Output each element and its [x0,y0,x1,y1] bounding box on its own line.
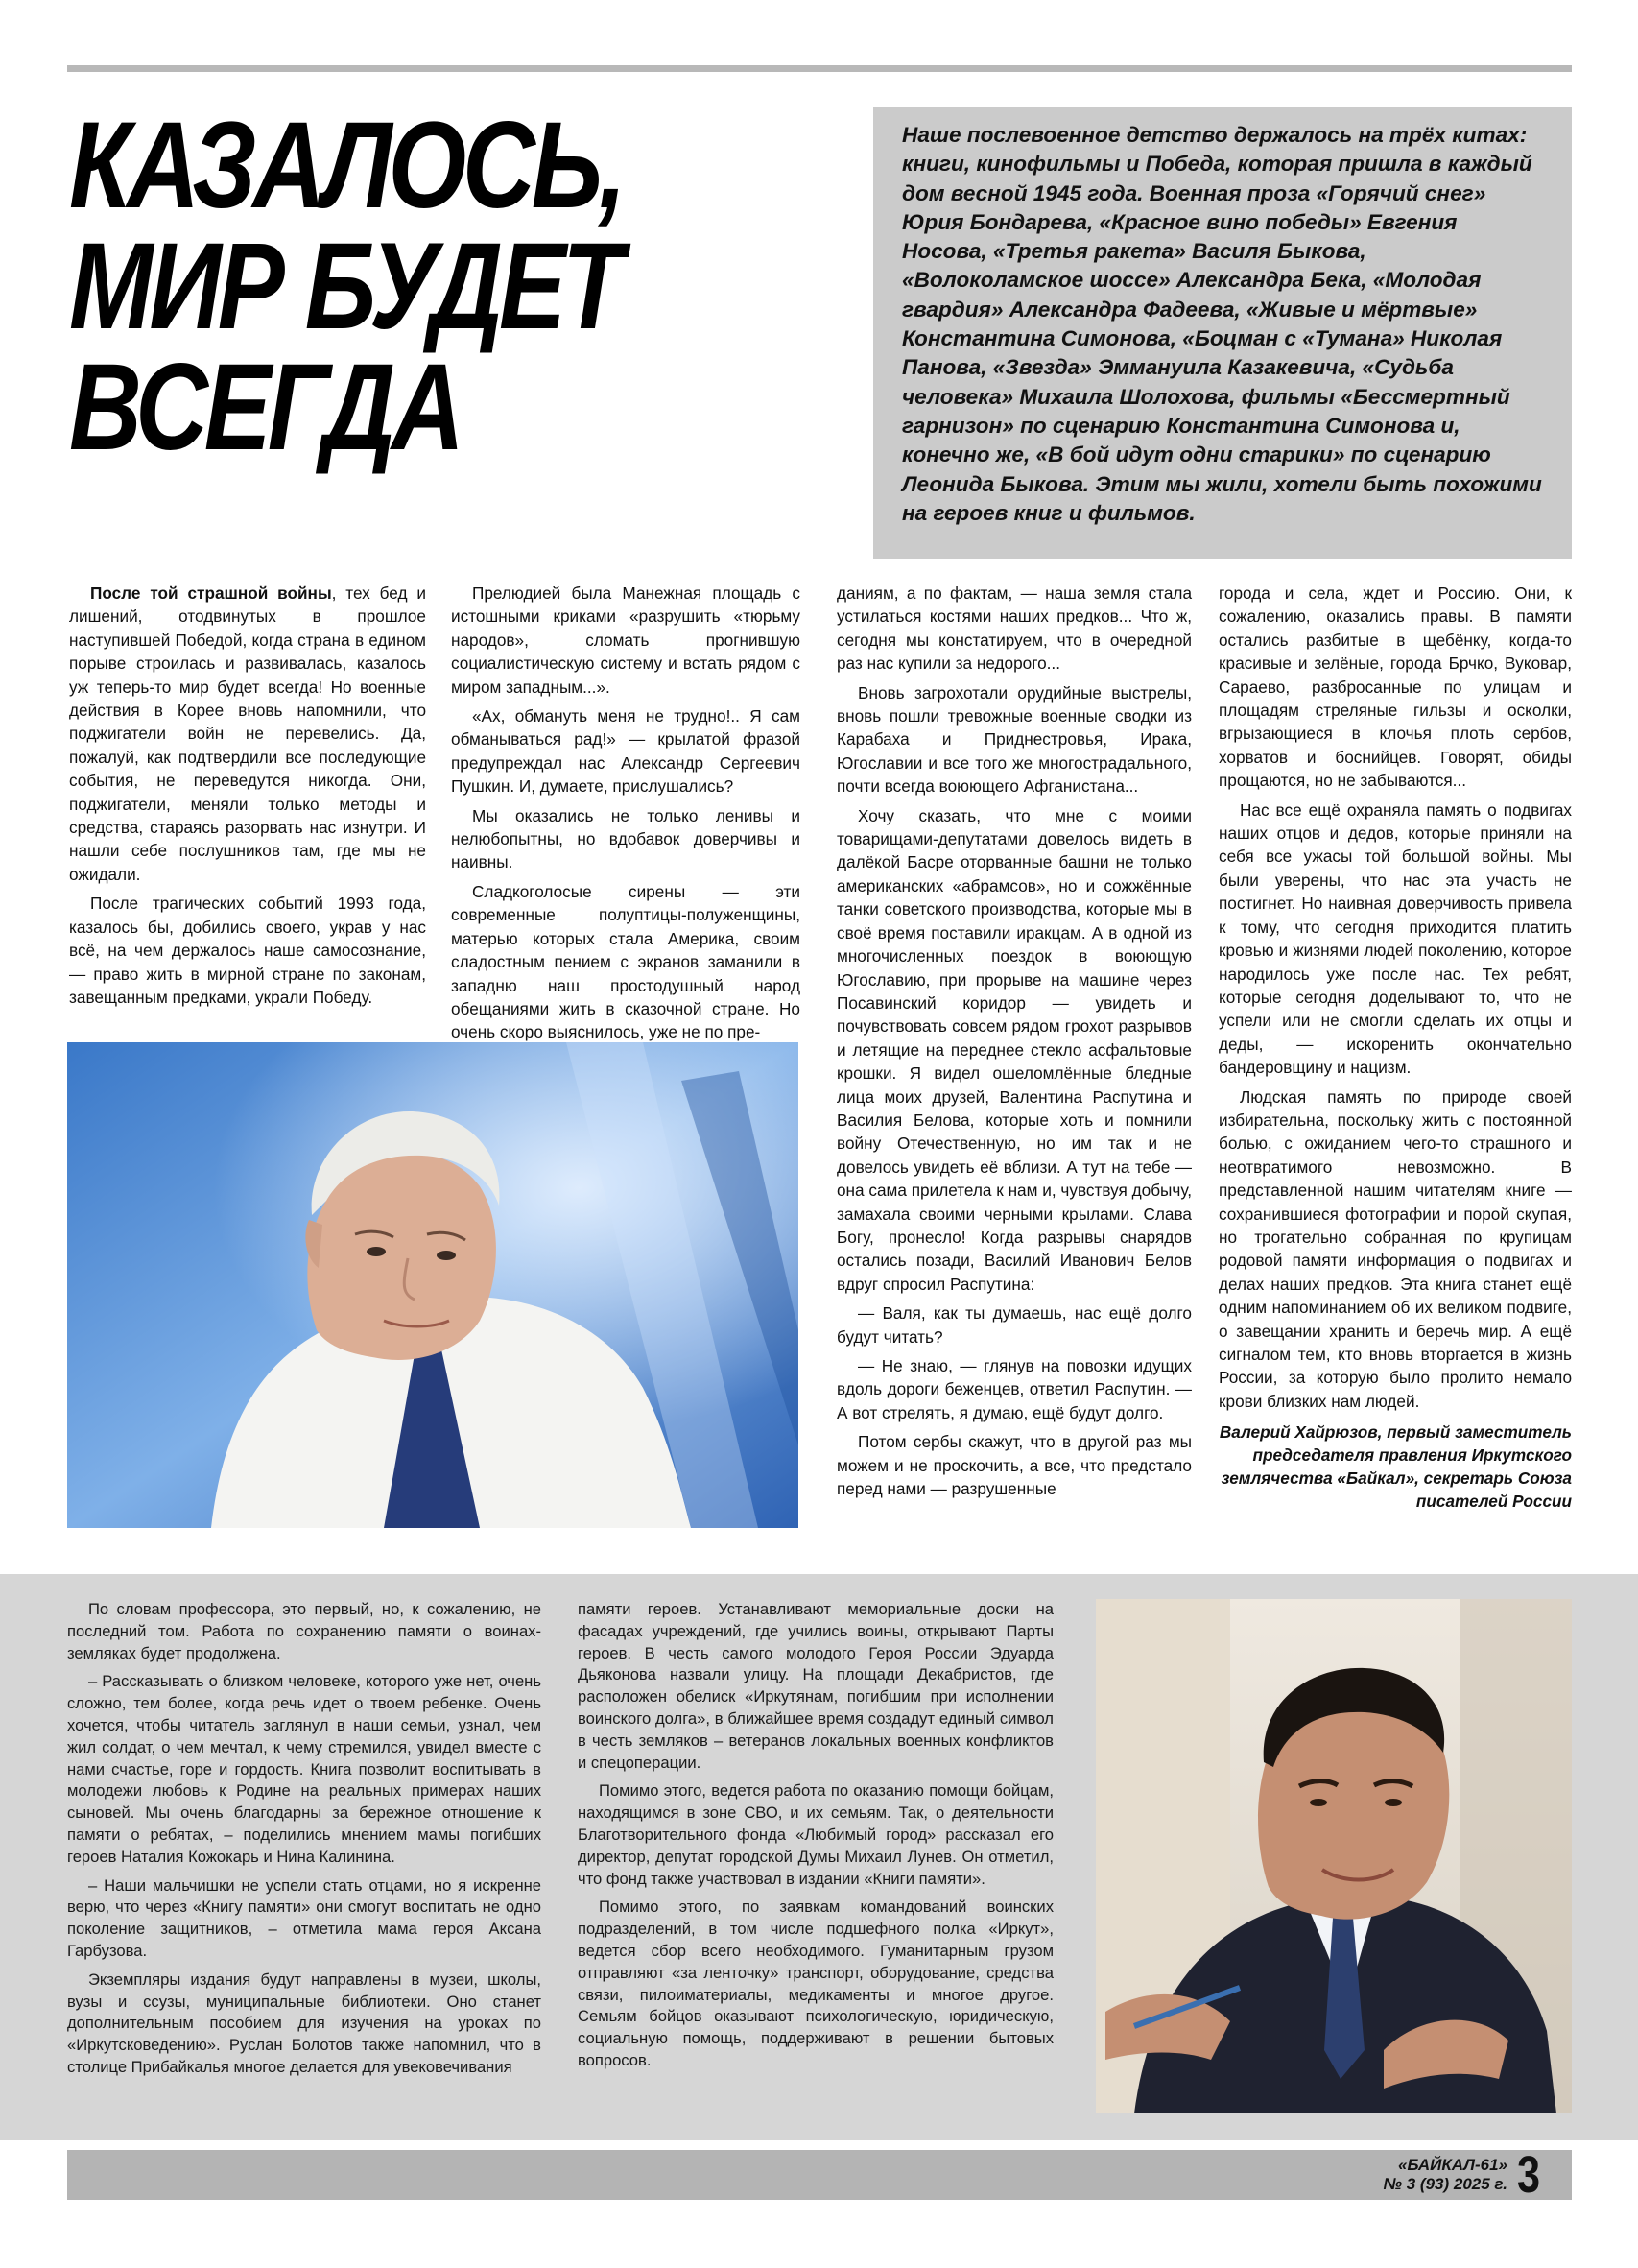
paragraph: Людская память по природе своей избирательна, поскольку жить с постоянной болью, с ожиданием чего-то страшного и неотвратимого невозможно. В представленной нашим читателям книге — сохранившиеся фотографии и порой скупая, но трогательно собранная по крупицам родовой памяти информация о подвигах и делах наших предков. Эта книга станет ещё одним напоминанием об их великом подвиге, о завещании хранить и беречь мир. А ещё сигналом тем, кто вновь вторгается в жизнь России, за которую было пролито немало крови близких нам людей. [1219,1086,1572,1411]
paragraph: Потом сербы скажут, что в другой раз мы можем и не проскочить, а все, что предстало перед нами — разрушенные [837,1432,1192,1499]
speaker-photo [1096,1599,1572,2113]
paragraph: После трагических событий 1993 года, казалось бы, добились своего, украв у нас всё, на чем держалось наше самосознание, — право жить в мирной стране по законам, завещанным предками, украли Победу. [69,894,426,1007]
bottom-column-1 [67,1599,541,2086]
paragraph: – Рассказывать о близком человеке, которого уже нет, очень сложно, тем более, когда речь идет о твоем ребенке. Очень хочется, чтобы читатель заглянул в наши семьи, узнал, чем жил солдат, о чем мечтал, к чему стремился, увидел вместе с нами счастье, горе и гордость. Книга позволит воспитывать в молодежи любовь к Родине на реальных примерах наших сыновей. Мы очень благодарны за бережное отношение к памяти о ребятах, – поделились мнением мамы погибших героев Наталия Кожокарь и Нина Калинина. [67,1672,541,1866]
paragraph: Хочу сказать, что мне с моими товарищами-депутатами довелось видеть в далёкой Басре оторванные башни не только американских «абрамсов», но и сожжённые танки советского производства, которые мы в своё время поставили иракцам. А в одной из многочисленных поездок в воюющую Югославию, при прорыве на машине через Посавинский коридор — увидеть и почувствовать совсем рядом грохот разрывов и летящие на переднее стекло асфальтовые крошки. Я видел ошеломлённые бледные лица моих друзей, Валентина Распутина и Василия Белова, которые хоть и помнили войну Отечественную, но им так и не довелось увидеть её вблизи. А тут на тебе — она сама прилетела к нам и, чувствуя добычу, замахала своими черными крылами. Слава Богу, пронесло! Когда разрывы снарядов остались позади, Василий Иванович Белов вдруг спросил Распутина: [837,805,1192,1294]
paragraph: Помимо этого, по заявкам командований воинских подразделений, в том числе подшефного полка «Иркут», ведется сбор всего необходимого. Гуманитарным грузом отправляют «за ленточку» транспорт, оборудование, средства связи, пилоиматериалы, медикаменты и многое другое. Семьям бойцов оказывают психологическую, юридическую, социальную помощь, поддерживают в решении бытовых вопросов. [578,1898,1054,2069]
lead-in: После той страшной войны [90,584,332,603]
article-column-2 [451,582,800,1050]
paragraph: — Не знаю, — глянув на повозки идущих вдоль дороги беженцев, ответил Распутин. — А вот стрелять, я думаю, ещё будут долго. [837,1356,1192,1422]
author-photo [67,1042,798,1528]
publication-name: «БАЙКАЛ-61» [1398,2156,1507,2174]
paragraph: Помимо этого, ведется работа по оказанию помощи бойцам, находящимся в зоне СВО, и их семьям. Так, о деятельности Благотворительного фонда «Любимый город» рассказал его директор, депутат городской Думы Михаил Лунев. Он отметил, что фонд также участвовал в издании «Книги памяти». [578,1781,1054,1888]
headline: КАЗАЛОСЬ, МИР БУДЕТ ВСЕГДА [69,97,623,476]
paragraph: Сладкоголосые сирены — эти современные полуптицы-полуженщины, матерью которых стала Америка, своим сладостным пением с экранов заманили в западню наш простодушный народ обещаниями жить в сказочной стране. Но очень скоро выяснилось, уже не по пре- [451,881,800,1042]
article-column-4 [1219,582,1572,1513]
paragraph: Мы оказались не только ленивы и нелюбопытны, но вдобавок доверчивы и наивны. [451,805,800,872]
lead-box [873,107,1572,559]
paragraph: «Ах, обмануть меня не трудно!.. Я сам обманываться рад!» — крылатой фразой предупреждал нас Александр Сергеевич Пушкин. И, думаете, прислушались? [451,706,800,797]
paragraph: города и села, ждет и Россию. Они, к сожалению, оказались правы. В памяти остались разбитые в щебёнку, когда-то красивые и зелёные, города Брчко, Вуковар, Сараево, разбросанные по улицам и площадям стреляные гильзы и осколки, вгрызающиеся в клочья плоть сербов, хорватов и боснийцев. Говорят, обиды прощаются, но не забываются... [1219,584,1572,791]
paragraph: Экземпляры издания будут направлены в музеи, школы, вузы и ссузы, муниципальные библиотеки. Оно станет дополнительным пособием для изучения на уроках по «Иркутсковедению». Руслан Болотов также напомнил, что в столице Прибайкалья многое делается для увековечивания [67,1970,541,2076]
paragraph: Прелюдией была Манежная площадь с истошными криками «разрушить «тюрьму народов», сломать прогнившую социалистическую систему и встать рядом с миром западным...». [451,584,800,697]
author-signature: Валерий Хайрюзов, первый заместитель председателя правления Иркутского землячества «Байкал», секретарь Союза писателей России [1219,1422,1572,1512]
paragraph: — Валя, как ты думаешь, нас ещё долго будут читать? [837,1303,1192,1347]
issue-number: № 3 (93) 2025 г. [1383,2175,1507,2193]
paragraph: Нас все ещё охраняла память о подвигах наших отцов и дедов, которые приняли на себя все ужасы той большой войны. Мы были уверены, что нас эта участь не постигнет. Но наивная доверчивость привела к тому, что сегодня приходится платить кровью и жизнями людей поколению, которое народилось уже после нас. Тех ребят, которые сегодня доделывают то, что не успели или не смогли сделать их отцы и деды, — искоренить окончательно бандеровщину и нацизм. [1219,800,1572,1078]
footer-publication-info [1384,2156,1507,2194]
author-portrait-image [67,1042,798,1528]
lead-text: Наше послевоенное детство держалось на трёх китах: книги, кинофильмы и Победа, которая пришла в каждый дом весной 1945 года. Военная проза «Горячий снег» Юрия Бондарева, «Красное вино победы» Евгения Носова, «Третья ракета» Василя Быкова, «Волоколамское шоссе» Александра Бека, «Молодая гвардия» Александра Фадеева, «Живые и мёртвые» Константина Симонова, «Боцман с «Тумана» Николая Панова, «Звезда» Эммануила Казакевича, «Судьба человека» Михаила Шолохова, фильмы «Бессмертный гарнизон» по сценарию Константина Симонова и, конечно же, «В бой идут одни старики» по сценарию Леонида Быкова. Этим мы жили, хотели быть похожими на героев книг и фильмов. [902,123,1542,525]
paragraph: По словам профессора, это первый, но, к сожалению, не последний том. Работа по сохранению памяти о воинах-земляках будет продолжена. [67,1600,541,1662]
article-column-3 [837,582,1192,1506]
footer-bar [67,2150,1572,2200]
paragraph: даниям, а по фактам, — наша земля стала устилаться костями наших предков... Что ж, сегодня мы констатируем, что в очередной раз нас купили за недорого... [837,584,1192,674]
bottom-column-2 [578,1599,1054,2079]
paragraph: После той страшной войны, тех бед и лишений, отодвинутых в прошлое наступившей Победой, когда страна в едином порыве строилась и развивалась, казалось уж теперь-то мир будет всегда! Но военные действия в Корее вновь напомнили, что поджигатели войн не перевелись. Да, пожалуй, как подтвердили все последующие события, не переведутся никогда. Они, поджигатели, меняли только методы и средства, стараясь разорвать нас изнутри. И нашли себе послушников там, где мы не ожидали. [69,584,426,884]
page-number: 3 [1517,2146,1541,2204]
paragraph: – Наши мальчишки не успели стать отцами, но я искренне верю, что через «Книгу памяти» они смогут воспитать не одно поколение защитников, – отметила мама героя Аксана Гарбузова. [67,1875,541,1960]
paragraph: памяти героев. Устанавливают мемориальные доски на фасадах учреждений, где учились воины, открывают Парты героев. В честь самого молодого Героя России Эдуарда Дьяконова назвали улицу. На площади Декабристов, где расположен обелиск «Иркутянам, погибшим при исполнении воинского долга», в ближайшее время создадут единый символ в честь земляков – ветеранов локальных военных конфликтов и спецоперации. [578,1600,1054,1772]
article-column-1 [69,582,426,1015]
top-rule [67,65,1572,72]
paragraph: Вновь загрохотали орудийные выстрелы, вновь пошли тревожные военные сводки из Карабаха и Приднестровья, Ирака, Югославии и все того же многострадального, почти всегда воюющего Афганистана... [837,682,1192,797]
speaker-portrait-image [1096,1599,1572,2113]
